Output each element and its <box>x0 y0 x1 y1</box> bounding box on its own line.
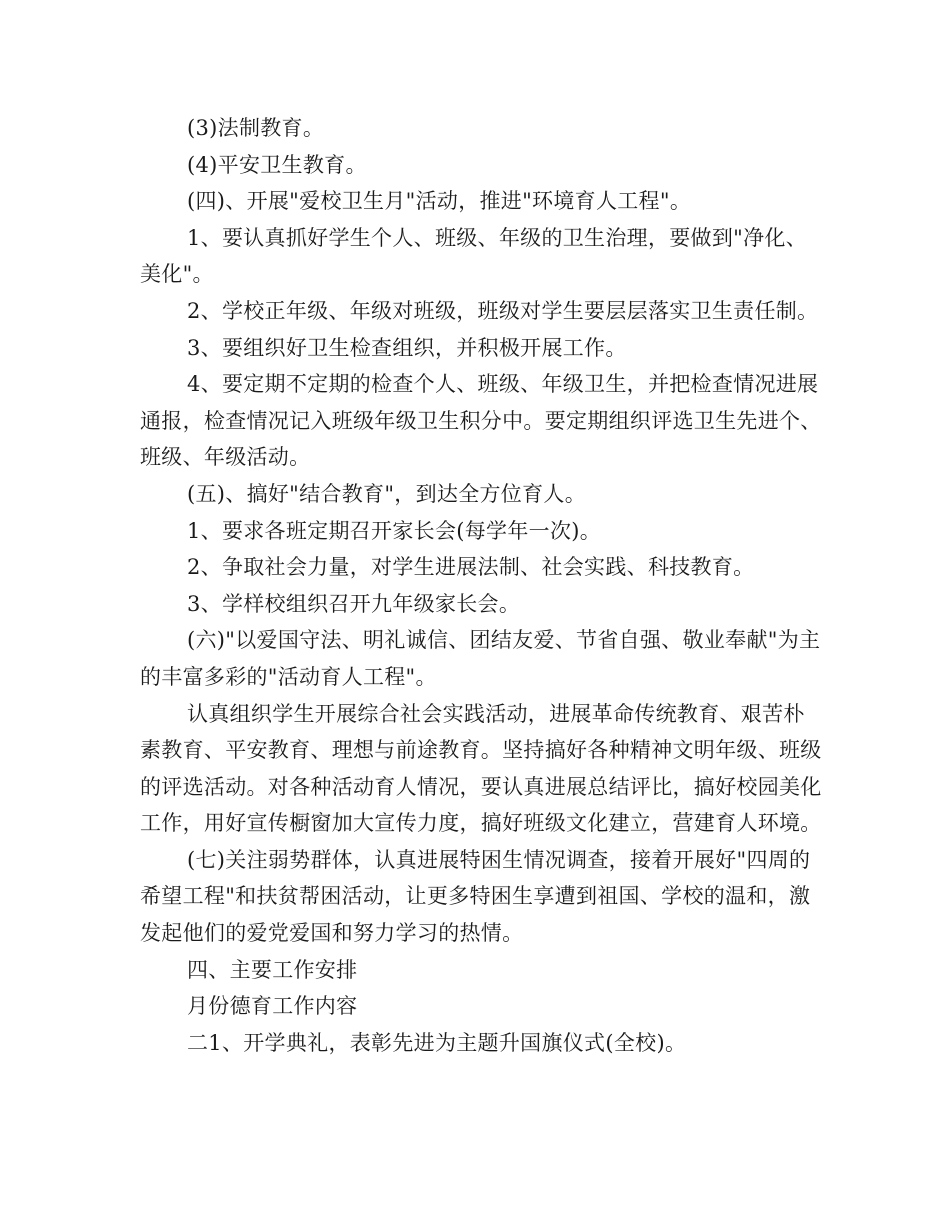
section-heading-5: (五)、搞好"结合教育"，到达全方位育人。 <box>187 481 587 506</box>
section-heading-6: (六)"以爱国守法、明礼诚信、团结友爱、节省自强、敬业奉献"为主的丰富多彩的"活动育人工程"。 <box>140 628 821 689</box>
paragraph-combined-item-1: 1、要求各班定期召开家长会(每学年一次)。 <box>187 518 602 543</box>
paragraph-hygiene-item-4: 4、要定期不定期的检查个人、班级、年级卫生，并把检查情况进展通报，检查情况记入班级年级卫生积分中。要定期组织评选卫生先进个、班级、年级活动。 <box>140 372 822 470</box>
paragraph-opening-ceremony: 二1、开学典礼，表彰先进为主题升国旗仪式(全校)。 <box>187 1030 687 1055</box>
paragraph-hygiene-item-2: 2、学校正年级、年级对班级，班级对学生要层层落实卫生责任制。 <box>187 298 819 323</box>
section-heading-4: (四)、开展"爱校卫生月"活动，推进"环境育人工程"。 <box>187 189 692 214</box>
paragraph-hygiene-item-3: 3、要组织好卫生检查组织，并积极开展工作。 <box>187 335 627 360</box>
paragraph-safety-health-education: (4)平安卫生教育。 <box>187 152 367 177</box>
paragraph-monthly-content: 月份德育工作内容 <box>187 994 358 1019</box>
document-body <box>140 110 825 1061</box>
section-heading-main-work: 四、主要工作安排 <box>187 957 358 982</box>
paragraph-combined-item-2: 2、争取社会力量，对学生进展法制、社会实践、科技教育。 <box>187 555 755 580</box>
paragraph-activities: 认真组织学生开展综合社会实践活动，进展革命传统教育、艰苦朴素教育、平安教育、理想与前途教育。坚持搞好各种精神文明年级、班级的评选活动。对各种活动育人情况，要认真进展总结评比，搞好校园美化工作，用好宣传橱窗加大宣传力度，搞好班级文化建立，营建育人环境。 <box>140 701 822 836</box>
paragraph-law-education: (3)法制教育。 <box>187 116 325 140</box>
paragraph-combined-item-3: 3、学样校组织召开九年级家长会。 <box>187 591 521 616</box>
paragraph-hygiene-item-1: 1、要认真抓好学生个人、班级、年级的卫生治理，要做到"净化、美化"。 <box>140 225 808 287</box>
section-heading-7: (七)关注弱势群体，认真进展特困生情况调查，接着开展好"四周的希望工程"和扶贫帮困活动，让更多特困生享遭到祖国、学校的温和，激发起他们的爱党爱国和努力学习的热情。 <box>140 847 811 946</box>
